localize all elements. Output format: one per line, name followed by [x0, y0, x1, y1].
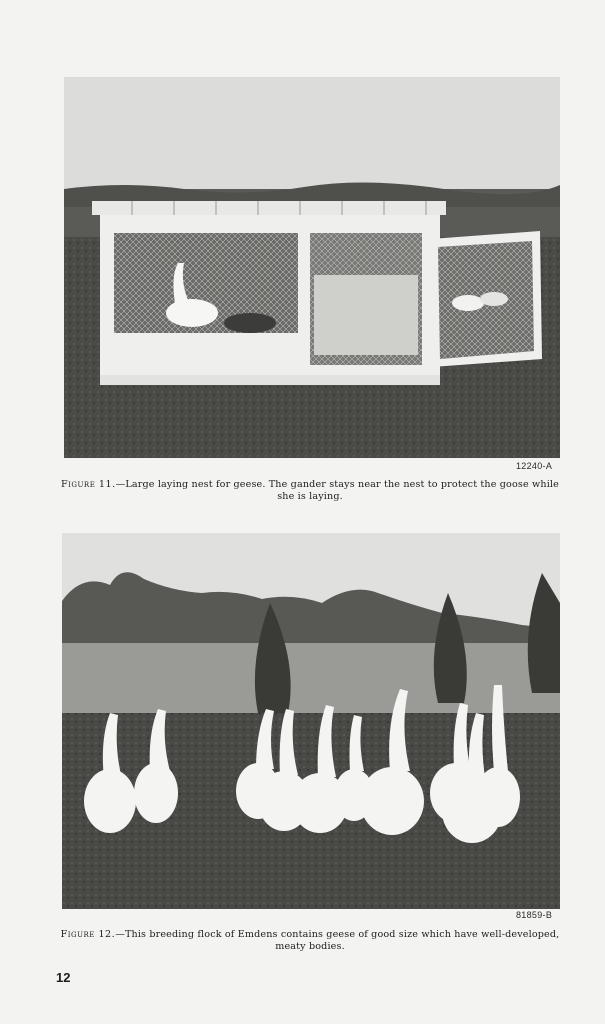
figure-12-caption-text: —This breeding flock of Emdens contains geese of good size which have well-developed, meaty bodies. — [115, 929, 560, 952]
geese-flock-illustration — [62, 533, 560, 909]
figure-11-caption-text: —Large laying nest for geese. The gander stays near the nest to protect the goose while she is laying. — [115, 479, 559, 502]
figure-11-photo-id: 12240-A — [516, 461, 553, 471]
figure-11-label: Figure 11. — [61, 479, 116, 490]
figure-12-photo — [62, 533, 560, 909]
figure-12-photo-id: 81859-B — [516, 910, 553, 920]
page-number: 12 — [56, 970, 71, 985]
figure-11-photo — [64, 77, 560, 458]
figure-11-caption — [56, 479, 564, 503]
figure-12-label: Figure 12. — [60, 929, 116, 940]
figure-12-caption — [56, 929, 564, 953]
goose-nest-illustration — [64, 77, 560, 458]
